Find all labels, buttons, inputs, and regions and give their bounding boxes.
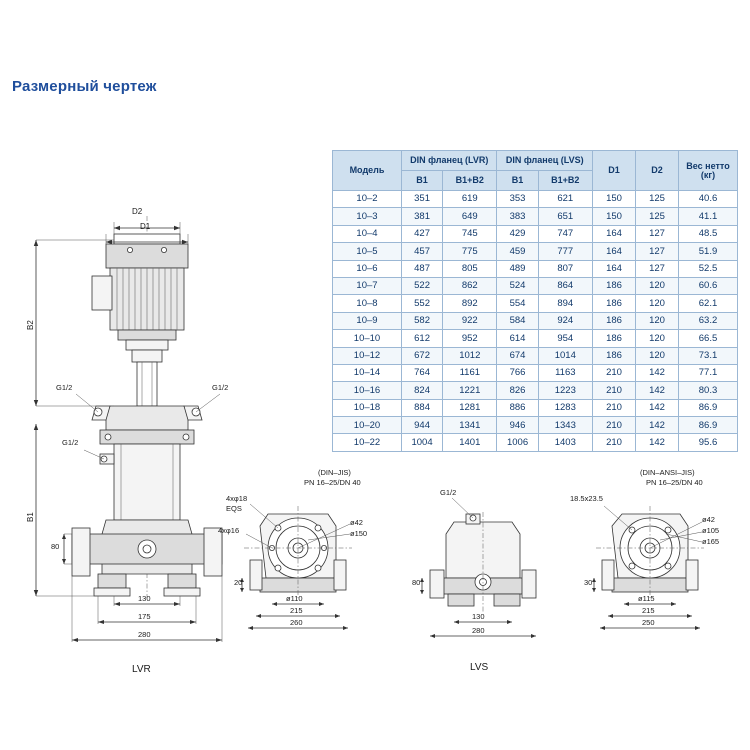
th-b1b2-lvs: B1+B2 — [538, 171, 592, 191]
cell-b1b2_lvs: 1403 — [538, 434, 592, 451]
cell-d2: 142 — [636, 399, 679, 416]
label-dim-280-lvs: 280 — [472, 626, 485, 635]
caption-lvs: LVS — [470, 662, 489, 673]
label-g12-left: G1/2 — [56, 383, 73, 392]
cell-b1_lvs: 674 — [497, 347, 538, 364]
cell-w: 48.5 — [679, 225, 738, 242]
cell-d1: 150 — [593, 191, 636, 208]
th-weight: Вес нетто (кг) — [679, 151, 738, 191]
cell-b1b2_lvr: 922 — [443, 312, 497, 329]
cell-model: 10–12 — [333, 347, 402, 364]
cell-b1_lvr: 522 — [402, 277, 443, 294]
cell-b1_lvr: 764 — [402, 364, 443, 381]
label-bolt-18-5x23-5: 18.5x23.5 — [570, 494, 603, 503]
cell-d2: 120 — [636, 347, 679, 364]
lvs-side-svg — [408, 482, 558, 662]
cell-d2: 127 — [636, 260, 679, 277]
th-b1b2-lvr: B1+B2 — [443, 171, 497, 191]
page-title: Размерный чертеж — [12, 78, 157, 95]
table-row — [333, 417, 738, 434]
label-bolt-4x18: 4xφ18 — [226, 494, 248, 503]
table-row — [333, 208, 738, 225]
label-d2: D2 — [132, 207, 143, 216]
label-dim-215: 215 — [290, 606, 303, 615]
cell-b1_lvr: 672 — [402, 347, 443, 364]
cell-b1_lvs: 353 — [497, 191, 538, 208]
cell-b1_lvr: 824 — [402, 382, 443, 399]
cell-b1_lvr: 944 — [402, 417, 443, 434]
cell-b1b2_lvr: 1281 — [443, 399, 497, 416]
table-row — [333, 382, 738, 399]
cell-w: 86.9 — [679, 417, 738, 434]
cell-d1: 186 — [593, 277, 636, 294]
th-b1-lvr: B1 — [402, 171, 443, 191]
lvs-side-view — [408, 482, 558, 673]
cell-d1: 210 — [593, 382, 636, 399]
cell-b1_lvs: 826 — [497, 382, 538, 399]
cell-b1b2_lvr: 745 — [443, 225, 497, 242]
cell-b1b2_lvr: 1161 — [443, 364, 497, 381]
label-d105-lvs: ø105 — [702, 526, 720, 535]
table-row — [333, 347, 738, 364]
cell-w: 66.5 — [679, 330, 738, 347]
cell-d2: 120 — [636, 330, 679, 347]
cell-model: 10–7 — [333, 277, 402, 294]
cell-b1b2_lvr: 775 — [443, 243, 497, 260]
cell-d1: 150 — [593, 208, 636, 225]
cell-d2: 142 — [636, 434, 679, 451]
label-dim-175: 175 — [138, 612, 151, 621]
cell-model: 10–6 — [333, 260, 402, 277]
cell-b1_lvs: 429 — [497, 225, 538, 242]
cell-b1b2_lvs: 651 — [538, 208, 592, 225]
cell-b1_lvr: 427 — [402, 225, 443, 242]
cell-model: 10–18 — [333, 399, 402, 416]
cell-b1b2_lvr: 892 — [443, 295, 497, 312]
th-model: Модель — [333, 151, 402, 191]
cell-d1: 186 — [593, 295, 636, 312]
cell-b1b2_lvr: 805 — [443, 260, 497, 277]
cell-b1b2_lvs: 621 — [538, 191, 592, 208]
label-d1: D1 — [140, 222, 151, 231]
table-row — [333, 243, 738, 260]
cell-model: 10–9 — [333, 312, 402, 329]
cell-w: 51.9 — [679, 243, 738, 260]
cell-b1b2_lvr: 619 — [443, 191, 497, 208]
label-dim-80-lvs: 80 — [412, 578, 421, 587]
cell-d2: 142 — [636, 417, 679, 434]
th-din-lvr: DIN фланец (LVR) — [402, 151, 497, 171]
cell-w: 60.6 — [679, 277, 738, 294]
cell-w: 63.2 — [679, 312, 738, 329]
cell-b1b2_lvs: 894 — [538, 295, 592, 312]
cell-d2: 120 — [636, 277, 679, 294]
table-body — [333, 191, 738, 452]
table-row — [333, 312, 738, 329]
label-dim-280: 280 — [138, 630, 151, 639]
cell-b1b2_lvs: 777 — [538, 243, 592, 260]
table-row — [333, 260, 738, 277]
cell-b1_lvs: 459 — [497, 243, 538, 260]
cell-d2: 142 — [636, 382, 679, 399]
table-row — [333, 364, 738, 381]
table-header-row-1 — [333, 151, 738, 171]
cell-b1b2_lvr: 1221 — [443, 382, 497, 399]
cell-model: 10–2 — [333, 191, 402, 208]
note-pn16-25: PN 16–25/DN 40 — [304, 478, 361, 487]
cell-b1b2_lvr: 862 — [443, 277, 497, 294]
cell-w: 41.1 — [679, 208, 738, 225]
cell-d2: 127 — [636, 243, 679, 260]
cell-b1_lvs: 1006 — [497, 434, 538, 451]
table-row — [333, 295, 738, 312]
cell-model: 10–22 — [333, 434, 402, 451]
note-din-ansi-jis: (DIN–ANSI–JIS) — [640, 468, 695, 477]
label-g12-right: G1/2 — [212, 383, 229, 392]
note-din-jis: (DIN–JIS) — [318, 468, 351, 477]
cell-b1_lvs: 614 — [497, 330, 538, 347]
label-d42-lvs: ø42 — [702, 515, 715, 524]
cell-b1_lvr: 457 — [402, 243, 443, 260]
cell-b1b2_lvs: 924 — [538, 312, 592, 329]
cell-d2: 120 — [636, 295, 679, 312]
cell-model: 10–10 — [333, 330, 402, 347]
cell-d2: 127 — [636, 225, 679, 242]
cell-w: 62.1 — [679, 295, 738, 312]
cell-b1b2_lvr: 1341 — [443, 417, 497, 434]
cell-w: 80.3 — [679, 382, 738, 399]
cell-b1_lvs: 383 — [497, 208, 538, 225]
cell-b1b2_lvr: 1401 — [443, 434, 497, 451]
th-din-lvs: DIN фланец (LVS) — [497, 151, 593, 171]
cell-b1_lvr: 351 — [402, 191, 443, 208]
lvr-plan-view — [218, 468, 372, 642]
th-d2: D2 — [636, 151, 679, 191]
cell-b1_lvs: 584 — [497, 312, 538, 329]
cell-b1_lvs: 766 — [497, 364, 538, 381]
cell-b1b2_lvs: 1283 — [538, 399, 592, 416]
label-d110: ø110 — [286, 594, 303, 603]
label-dim-30: 30 — [584, 578, 593, 587]
label-d150: ø150 — [350, 529, 368, 538]
cell-b1_lvs: 886 — [497, 399, 538, 416]
cell-b1_lvr: 381 — [402, 208, 443, 225]
cell-w: 73.1 — [679, 347, 738, 364]
cell-d1: 186 — [593, 312, 636, 329]
dimensions-table-container — [332, 150, 738, 452]
cell-d1: 210 — [593, 434, 636, 451]
label-g12-lower: G1/2 — [62, 438, 79, 447]
cell-w: 40.6 — [679, 191, 738, 208]
cell-model: 10–16 — [333, 382, 402, 399]
label-dim-130-lvs: 130 — [472, 612, 485, 621]
cell-d1: 164 — [593, 260, 636, 277]
cell-b1b2_lvs: 1163 — [538, 364, 592, 381]
th-b1-lvs: B1 — [497, 171, 538, 191]
cell-b1_lvr: 884 — [402, 399, 443, 416]
cell-b1_lvr: 582 — [402, 312, 443, 329]
cell-b1_lvr: 552 — [402, 295, 443, 312]
table-row — [333, 434, 738, 451]
cell-b1_lvs: 554 — [497, 295, 538, 312]
cell-model: 10–5 — [333, 243, 402, 260]
cell-w: 86.9 — [679, 399, 738, 416]
label-dim-80: 80 — [51, 542, 60, 551]
label-dim-250: 250 — [642, 618, 655, 627]
cell-b1b2_lvs: 807 — [538, 260, 592, 277]
label-g12-lvs: G1/2 — [440, 488, 457, 497]
cell-b1b2_lvs: 864 — [538, 277, 592, 294]
cell-b1_lvs: 946 — [497, 417, 538, 434]
cell-model: 10–4 — [333, 225, 402, 242]
cell-model: 10–20 — [333, 417, 402, 434]
cell-b1_lvs: 489 — [497, 260, 538, 277]
label-d42: ø42 — [350, 518, 363, 527]
cell-model: 10–14 — [333, 364, 402, 381]
lvs-plan-svg — [582, 482, 732, 642]
label-dim-20: 20 — [234, 578, 243, 587]
cell-b1_lvr: 1004 — [402, 434, 443, 451]
cell-d1: 186 — [593, 330, 636, 347]
label-dim-215-lvs: 215 — [642, 606, 655, 615]
label-b2: B2 — [26, 320, 35, 330]
cell-model: 10–3 — [333, 208, 402, 225]
table-row — [333, 191, 738, 208]
label-dim-130: 130 — [138, 594, 151, 603]
table-row — [333, 399, 738, 416]
cell-model: 10–8 — [333, 295, 402, 312]
cell-b1b2_lvr: 1012 — [443, 347, 497, 364]
cell-b1_lvr: 612 — [402, 330, 443, 347]
cell-d2: 125 — [636, 191, 679, 208]
cell-b1_lvs: 524 — [497, 277, 538, 294]
label-d115: ø115 — [638, 594, 655, 603]
label-d165-lvs: ø165 — [702, 537, 720, 546]
cell-b1_lvr: 487 — [402, 260, 443, 277]
cell-w: 52.5 — [679, 260, 738, 277]
cell-b1b2_lvs: 1223 — [538, 382, 592, 399]
cell-d2: 120 — [636, 312, 679, 329]
cell-d1: 210 — [593, 417, 636, 434]
cell-d2: 142 — [636, 364, 679, 381]
label-b1: B1 — [26, 512, 35, 522]
cell-b1b2_lvs: 1014 — [538, 347, 592, 364]
cell-d1: 186 — [593, 347, 636, 364]
th-d1: D1 — [593, 151, 636, 191]
dimensions-table — [332, 150, 738, 452]
cell-b1b2_lvr: 952 — [443, 330, 497, 347]
note-pn16-25-lvs: PN 16–25/DN 40 — [646, 478, 703, 487]
cell-w: 95.6 — [679, 434, 738, 451]
table-row — [333, 277, 738, 294]
table-row — [333, 225, 738, 242]
cell-w: 77.1 — [679, 364, 738, 381]
cell-b1b2_lvr: 649 — [443, 208, 497, 225]
cell-d1: 210 — [593, 364, 636, 381]
cell-d2: 125 — [636, 208, 679, 225]
cell-b1b2_lvs: 1343 — [538, 417, 592, 434]
label-bolt-4x16: 4xφ16 — [218, 526, 240, 535]
caption-lvr: LVR — [132, 664, 151, 675]
table-row — [333, 330, 738, 347]
cell-d1: 164 — [593, 225, 636, 242]
lvs-plan-view — [570, 468, 732, 642]
label-eqs: EQS — [226, 504, 242, 513]
cell-b1b2_lvs: 954 — [538, 330, 592, 347]
label-dim-260: 260 — [290, 618, 303, 627]
cell-b1b2_lvs: 747 — [538, 225, 592, 242]
cell-d1: 164 — [593, 243, 636, 260]
cell-d1: 210 — [593, 399, 636, 416]
